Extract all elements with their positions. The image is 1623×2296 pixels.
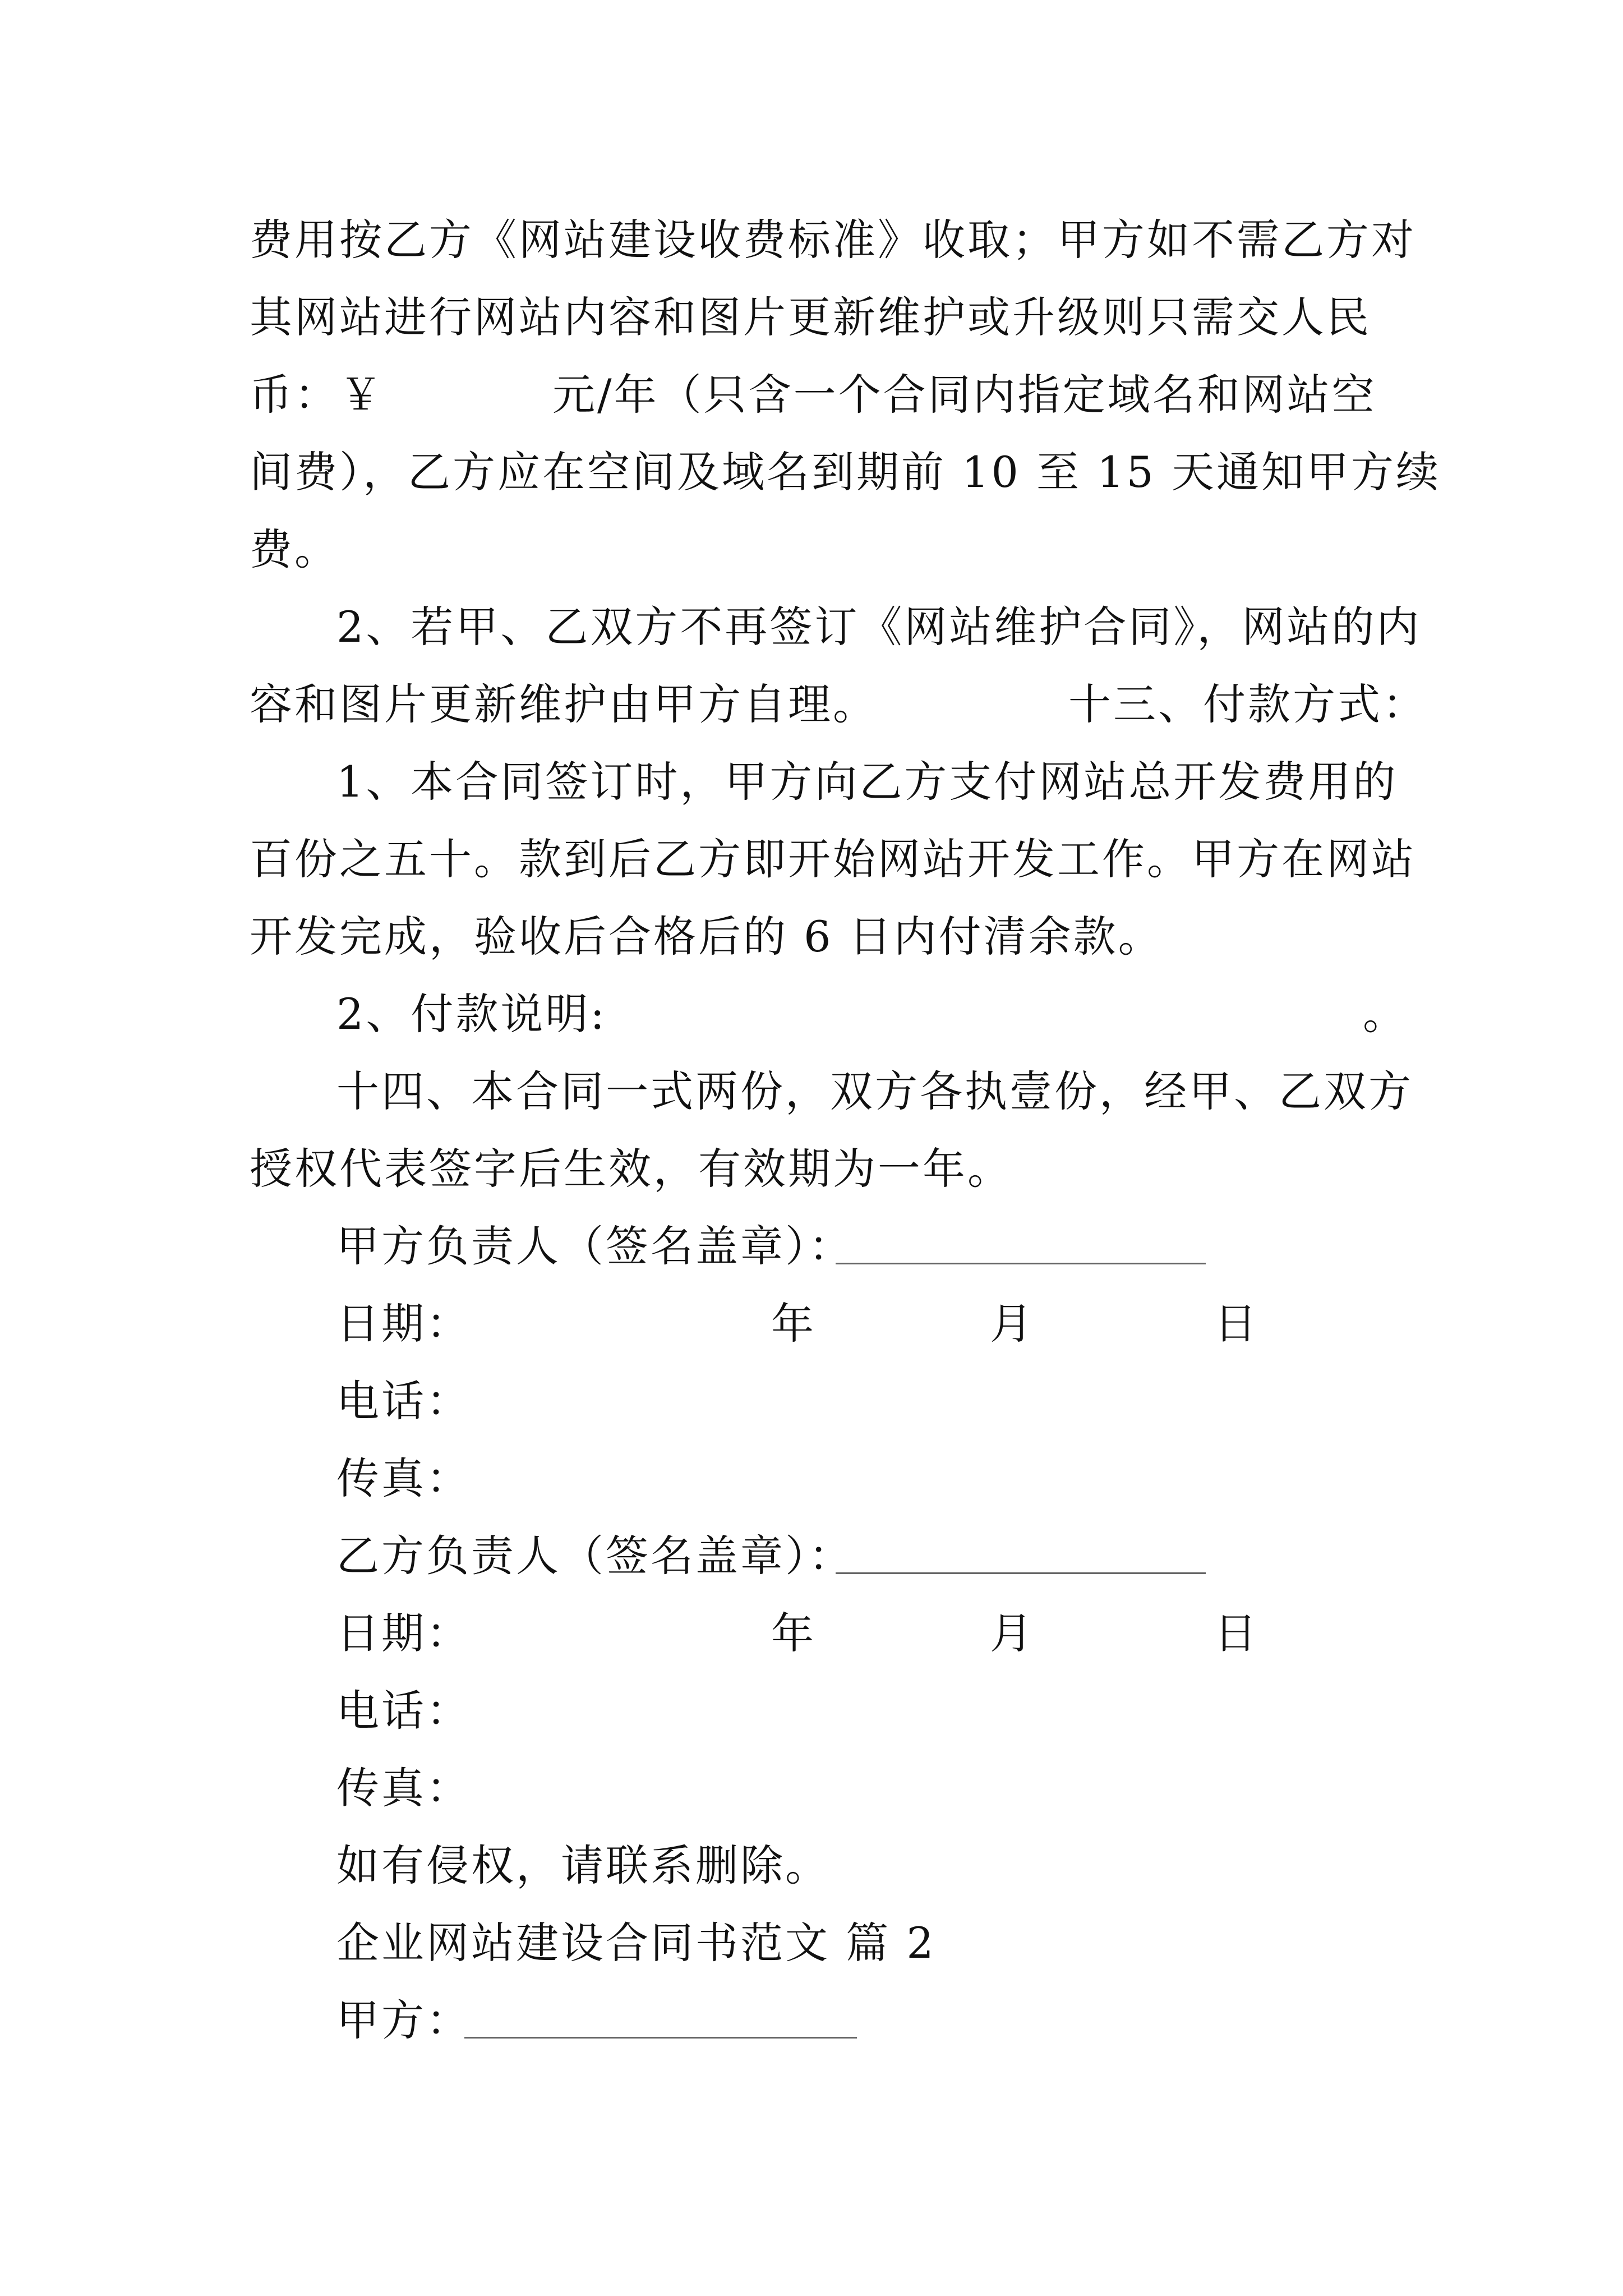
self-maintenance-line-2: 容和图片更新维护由甲方自理。 bbox=[250, 679, 878, 729]
clause-14-line-2: 授权代表签字后生效，有效期为一年。 bbox=[250, 1144, 1012, 1194]
party-a-date-day: 日 bbox=[1214, 1299, 1259, 1349]
party-a-signer-label: 甲方负责人（签名盖章）： bbox=[336, 1221, 854, 1271]
party-a-fax-label: 传真： bbox=[336, 1453, 471, 1503]
party-a-field-label: 甲方： bbox=[336, 1995, 471, 2045]
party-b-date-month: 月 bbox=[990, 1608, 1035, 1658]
party-a-phone-label: 电话： bbox=[336, 1376, 471, 1426]
party-a-signature-field[interactable] bbox=[836, 1220, 1206, 1273]
fee-paragraph-line-3-prefix: 币：￥ bbox=[250, 370, 384, 420]
next-article-title: 企业网站建设合同书范文 篇 2 bbox=[336, 1918, 936, 1968]
payment-line-1: 1、本合同签订时，甲方向乙方支付网站总开发费用的 bbox=[336, 757, 1398, 807]
fee-paragraph-line-1: 费用按乙方《网站建设收费标准》收取；甲方如不需乙方对 bbox=[250, 215, 1416, 265]
self-maintenance-line-1: 2、若甲、乙双方不再签订《网站维护合同》，网站的内 bbox=[336, 602, 1422, 652]
fee-paragraph-line-5: 费。 bbox=[250, 524, 339, 574]
copyright-notice: 如有侵权，请联系删除。 bbox=[336, 1841, 830, 1890]
fee-paragraph-line-2: 其网站进行网站内容和图片更新维护或升级则只需交人民 bbox=[250, 292, 1371, 342]
fee-paragraph-line-4: 间费），乙方应在空间及域名到期前 10 至 15 天通知甲方续 bbox=[250, 447, 1441, 497]
party-a-date-month: 月 bbox=[990, 1299, 1035, 1349]
section-13-heading: 十三、付款方式： bbox=[1068, 679, 1427, 729]
party-a-date-label: 日期： bbox=[336, 1299, 471, 1349]
payment-line-2: 百份之五十。款到后乙方即开始网站开发工作。甲方在网站 bbox=[250, 834, 1416, 884]
payment-line-3: 开发完成，验收后合格后的 6 日内付清余款。 bbox=[250, 912, 1163, 961]
party-b-date-day: 日 bbox=[1214, 1608, 1259, 1658]
party-b-signature-field[interactable] bbox=[836, 1529, 1206, 1583]
payment-note-end-mark: 。 bbox=[1363, 989, 1408, 1039]
party-b-fax-label: 传真： bbox=[336, 1763, 471, 1813]
party-b-signer-label: 乙方负责人（签名盖章）： bbox=[336, 1531, 854, 1581]
payment-note-label: 2、付款说明: bbox=[336, 989, 607, 1039]
party-a-date-year: 年 bbox=[771, 1299, 816, 1349]
party-b-date-label: 日期： bbox=[336, 1608, 471, 1658]
clause-14-line-1: 十四、本合同一式两份，双方各执壹份，经甲、乙双方 bbox=[336, 1066, 1413, 1116]
party-b-phone-label: 电话： bbox=[336, 1686, 471, 1736]
party-b-date-year: 年 bbox=[771, 1608, 816, 1658]
fee-paragraph-line-3-suffix: 元/年（只含一个合同内指定域名和网站空 bbox=[552, 370, 1377, 420]
party-a-name-field[interactable] bbox=[464, 1994, 857, 2047]
